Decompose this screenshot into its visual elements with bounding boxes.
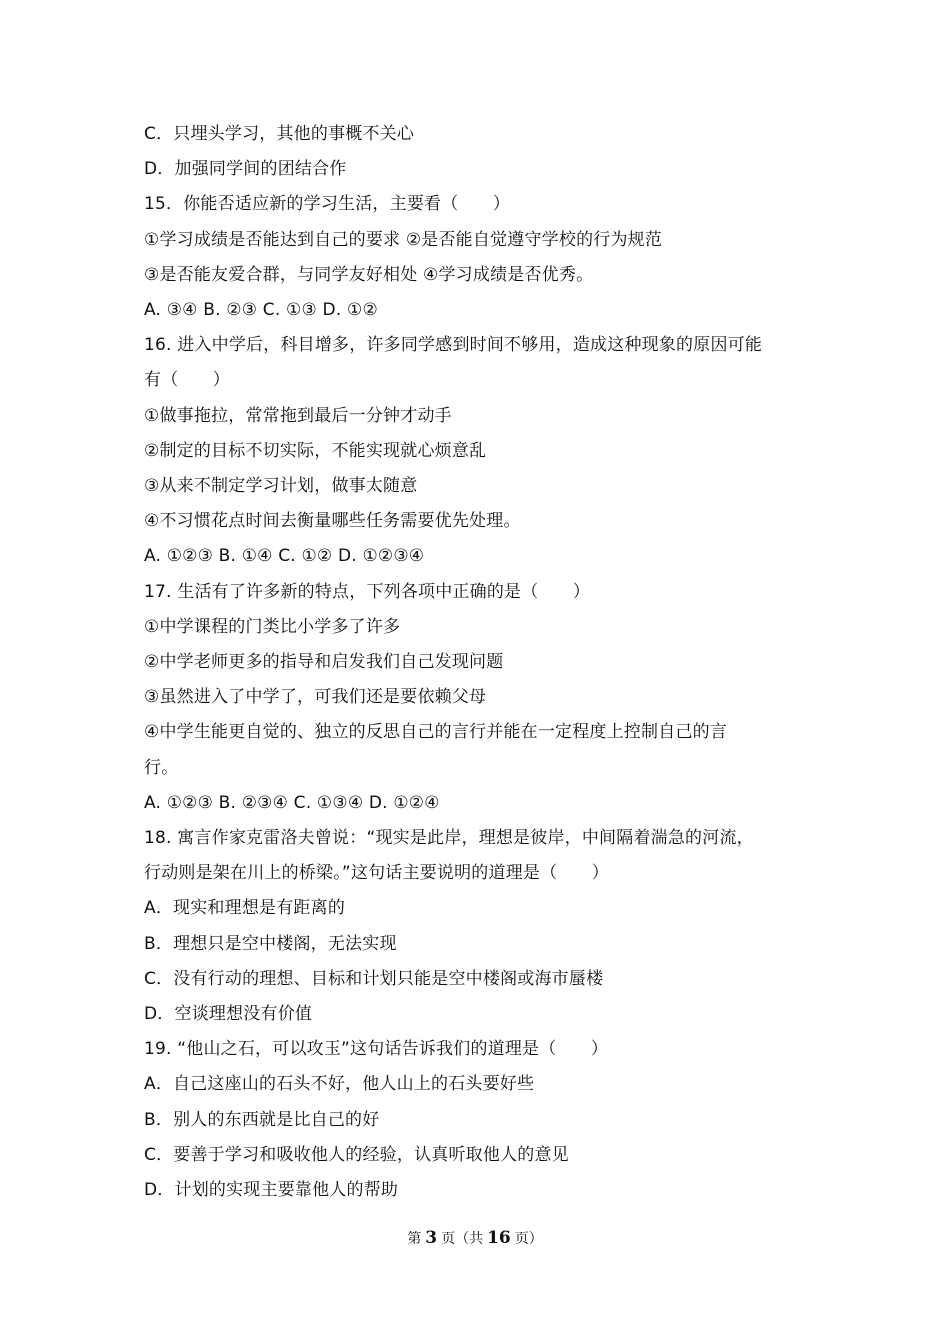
text-line: ④不习惯花点时间去衡量哪些任务需要优先处理。 bbox=[144, 511, 521, 532]
option-a: A．自己这座山的石头不好，他人山上的石头要好些 bbox=[144, 1074, 535, 1095]
text-line: C．只埋头学习，其他的事概不关心 bbox=[144, 124, 415, 144]
text-line: ①做事拖拉，常常拖到最后一分钟才动手 bbox=[144, 405, 452, 426]
page-footer bbox=[0, 1226, 950, 1251]
text-line: ①学习成绩是否能达到自己的要求 ②是否能自觉遵守学校的行为规范 bbox=[144, 229, 663, 250]
question-18-stem: 18. 寓言作家克雷洛夫曾说：“现实是此岸，理想是彼岸，中间隔着湍急的河流， bbox=[144, 828, 754, 849]
option-a: A．现实和理想是有距离的 bbox=[144, 898, 346, 919]
current-page-number: 3 bbox=[425, 1228, 438, 1248]
footer-suffix: 页） bbox=[514, 1231, 543, 1247]
text-line: ②制定的目标不切实际，不能实现就心烦意乱 bbox=[144, 440, 487, 461]
answer-options: A. ③④ B. ②③ C. ①③ D. ①② bbox=[144, 300, 378, 321]
text-line: ②中学老师更多的指导和启发我们自己发现问题 bbox=[144, 652, 504, 673]
question-16-stem: 16. 进入中学后，科目增多，许多同学感到时间不够用，造成这种现象的原因可能 bbox=[144, 335, 763, 356]
total-page-count: 16 bbox=[487, 1228, 511, 1248]
text-line: ③从来不制定学习计划，做事太随意 bbox=[144, 476, 418, 497]
text-line: 有（ ） bbox=[144, 370, 230, 391]
question-15-stem: 15．你能否适应新的学习生活，主要看（ ） bbox=[144, 194, 511, 215]
option-b: B．别人的东西就是比自己的好 bbox=[144, 1109, 380, 1130]
text-line: ④中学生能更自觉的、独立的反思自己的言行并能在一定程度上控制自己的言 bbox=[144, 722, 728, 743]
footer-prefix: 第 bbox=[407, 1231, 422, 1247]
answer-options: A. ①②③ B. ②③④ C. ①③④ D. ①②④ bbox=[144, 792, 440, 813]
text-line: 行动则是架在川上的桥梁。”这句话主要说明的道理是（ ） bbox=[144, 863, 609, 884]
option-d: D．计划的实现主要靠他人的帮助 bbox=[144, 1180, 399, 1201]
text-line: ③虽然进入了中学了，可我们还是要依赖父母 bbox=[144, 687, 487, 708]
answer-options: A. ①②③ B. ①④ C. ①② D. ①②③④ bbox=[144, 546, 425, 567]
option-b: B．理想只是空中楼阁，无法实现 bbox=[144, 933, 397, 954]
footer-middle: 页（共 bbox=[441, 1231, 484, 1247]
text-line: D．加强同学间的团结合作 bbox=[144, 159, 347, 180]
option-c: C．没有行动的理想、目标和计划只能是空中楼阁或海市蜃楼 bbox=[144, 968, 604, 989]
question-17-stem: 17. 生活有了许多新的特点，下列各项中正确的是（ ） bbox=[144, 581, 591, 602]
text-line: 行。 bbox=[144, 757, 179, 778]
question-content bbox=[144, 117, 814, 1208]
text-line: ③是否能友爱合群，与同学友好相处 ④学习成绩是否优秀。 bbox=[144, 264, 594, 285]
text-line: ①中学课程的门类比小学多了许多 bbox=[144, 616, 401, 637]
question-19-stem: 19. “他山之石，可以攻玉”这句话告诉我们的道理是（ ） bbox=[144, 1039, 609, 1060]
option-c: C．要善于学习和吸收他人的经验，认真听取他人的意见 bbox=[144, 1144, 569, 1165]
option-d: D．空谈理想没有价值 bbox=[144, 1004, 313, 1025]
